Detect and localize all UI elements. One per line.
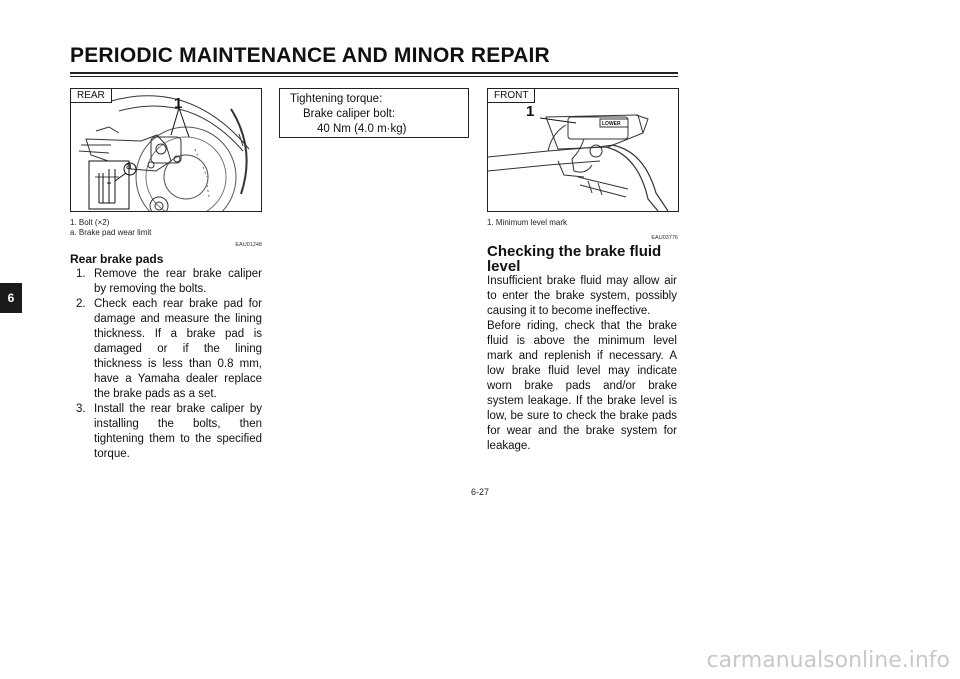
figure-captions-right — [487, 218, 677, 228]
page-number: 6-27 — [470, 487, 489, 497]
section-heading-rear-pads: Rear brake pads — [70, 252, 164, 266]
watermark: carmanualsonline.info — [706, 648, 950, 673]
section-heading-brake-fluid: Checking the brake fluid level — [487, 243, 662, 275]
rear-brake-figure — [70, 88, 262, 212]
brake-fluid-body — [487, 274, 677, 454]
torque-value: 40 Nm (4.0 m·kg) — [317, 123, 407, 135]
callout-1: 1 — [174, 95, 183, 112]
figure-label-rear: REAR — [71, 89, 112, 103]
callout-a: a — [126, 161, 132, 172]
torque-label: Tightening torque: — [290, 93, 383, 105]
callout-1: 1 — [526, 103, 535, 120]
list-item: 3. Install the rear brake caliper by installing the bolts, then tightening them to the specified torque. — [76, 403, 262, 460]
paragraph: Before riding, check that the brake fluid is above the minimum level mark and replenish if necessary. A low brake fluid level may indicate worn brake pads and/or brake system leakage. If the brake level is low, be sure to check the brake pads for wear and the brake system for leakage. — [487, 320, 677, 452]
caption-item: a. Brake pad wear limit — [70, 227, 152, 237]
rear-brake-caliper-illustration — [71, 89, 261, 211]
header-rule — [70, 72, 678, 74]
figure-captions-left — [70, 218, 260, 237]
list-item: 2. Check each rear brake pad for damage and measure the lining thickness. If a brake pad is damaged or if the lining thickness is less than 0.8 mm, have a Yamaha dealer replace the brake pads as a set. — [76, 298, 262, 400]
front-brake-figure — [487, 88, 679, 212]
torque-spec-box — [279, 88, 469, 138]
level-mark-text: LOWER — [602, 121, 621, 127]
steps-list — [76, 267, 262, 462]
figure-label-front: FRONT — [488, 89, 535, 103]
page-title: PERIODIC MAINTENANCE AND MINOR REPAIR — [70, 44, 550, 67]
torque-item: Brake caliper bolt: — [303, 108, 396, 120]
caption-item: 1. Minimum level mark — [487, 218, 568, 227]
reference-code: EAU03776 — [651, 235, 678, 241]
paragraph: Insufficient brake fluid may allow air to enter the brake system, possibly causing it to become ineffective. — [487, 275, 677, 317]
chapter-tab: 6 — [0, 283, 22, 313]
reference-code: EAU01248 — [235, 242, 262, 248]
list-item: 1. Remove the rear brake caliper by removing the bolts. — [76, 268, 262, 295]
caption-item: 1. Bolt (×2) — [70, 218, 110, 227]
brake-reservoir-illustration — [488, 89, 678, 211]
header-rule-thin — [70, 76, 678, 77]
